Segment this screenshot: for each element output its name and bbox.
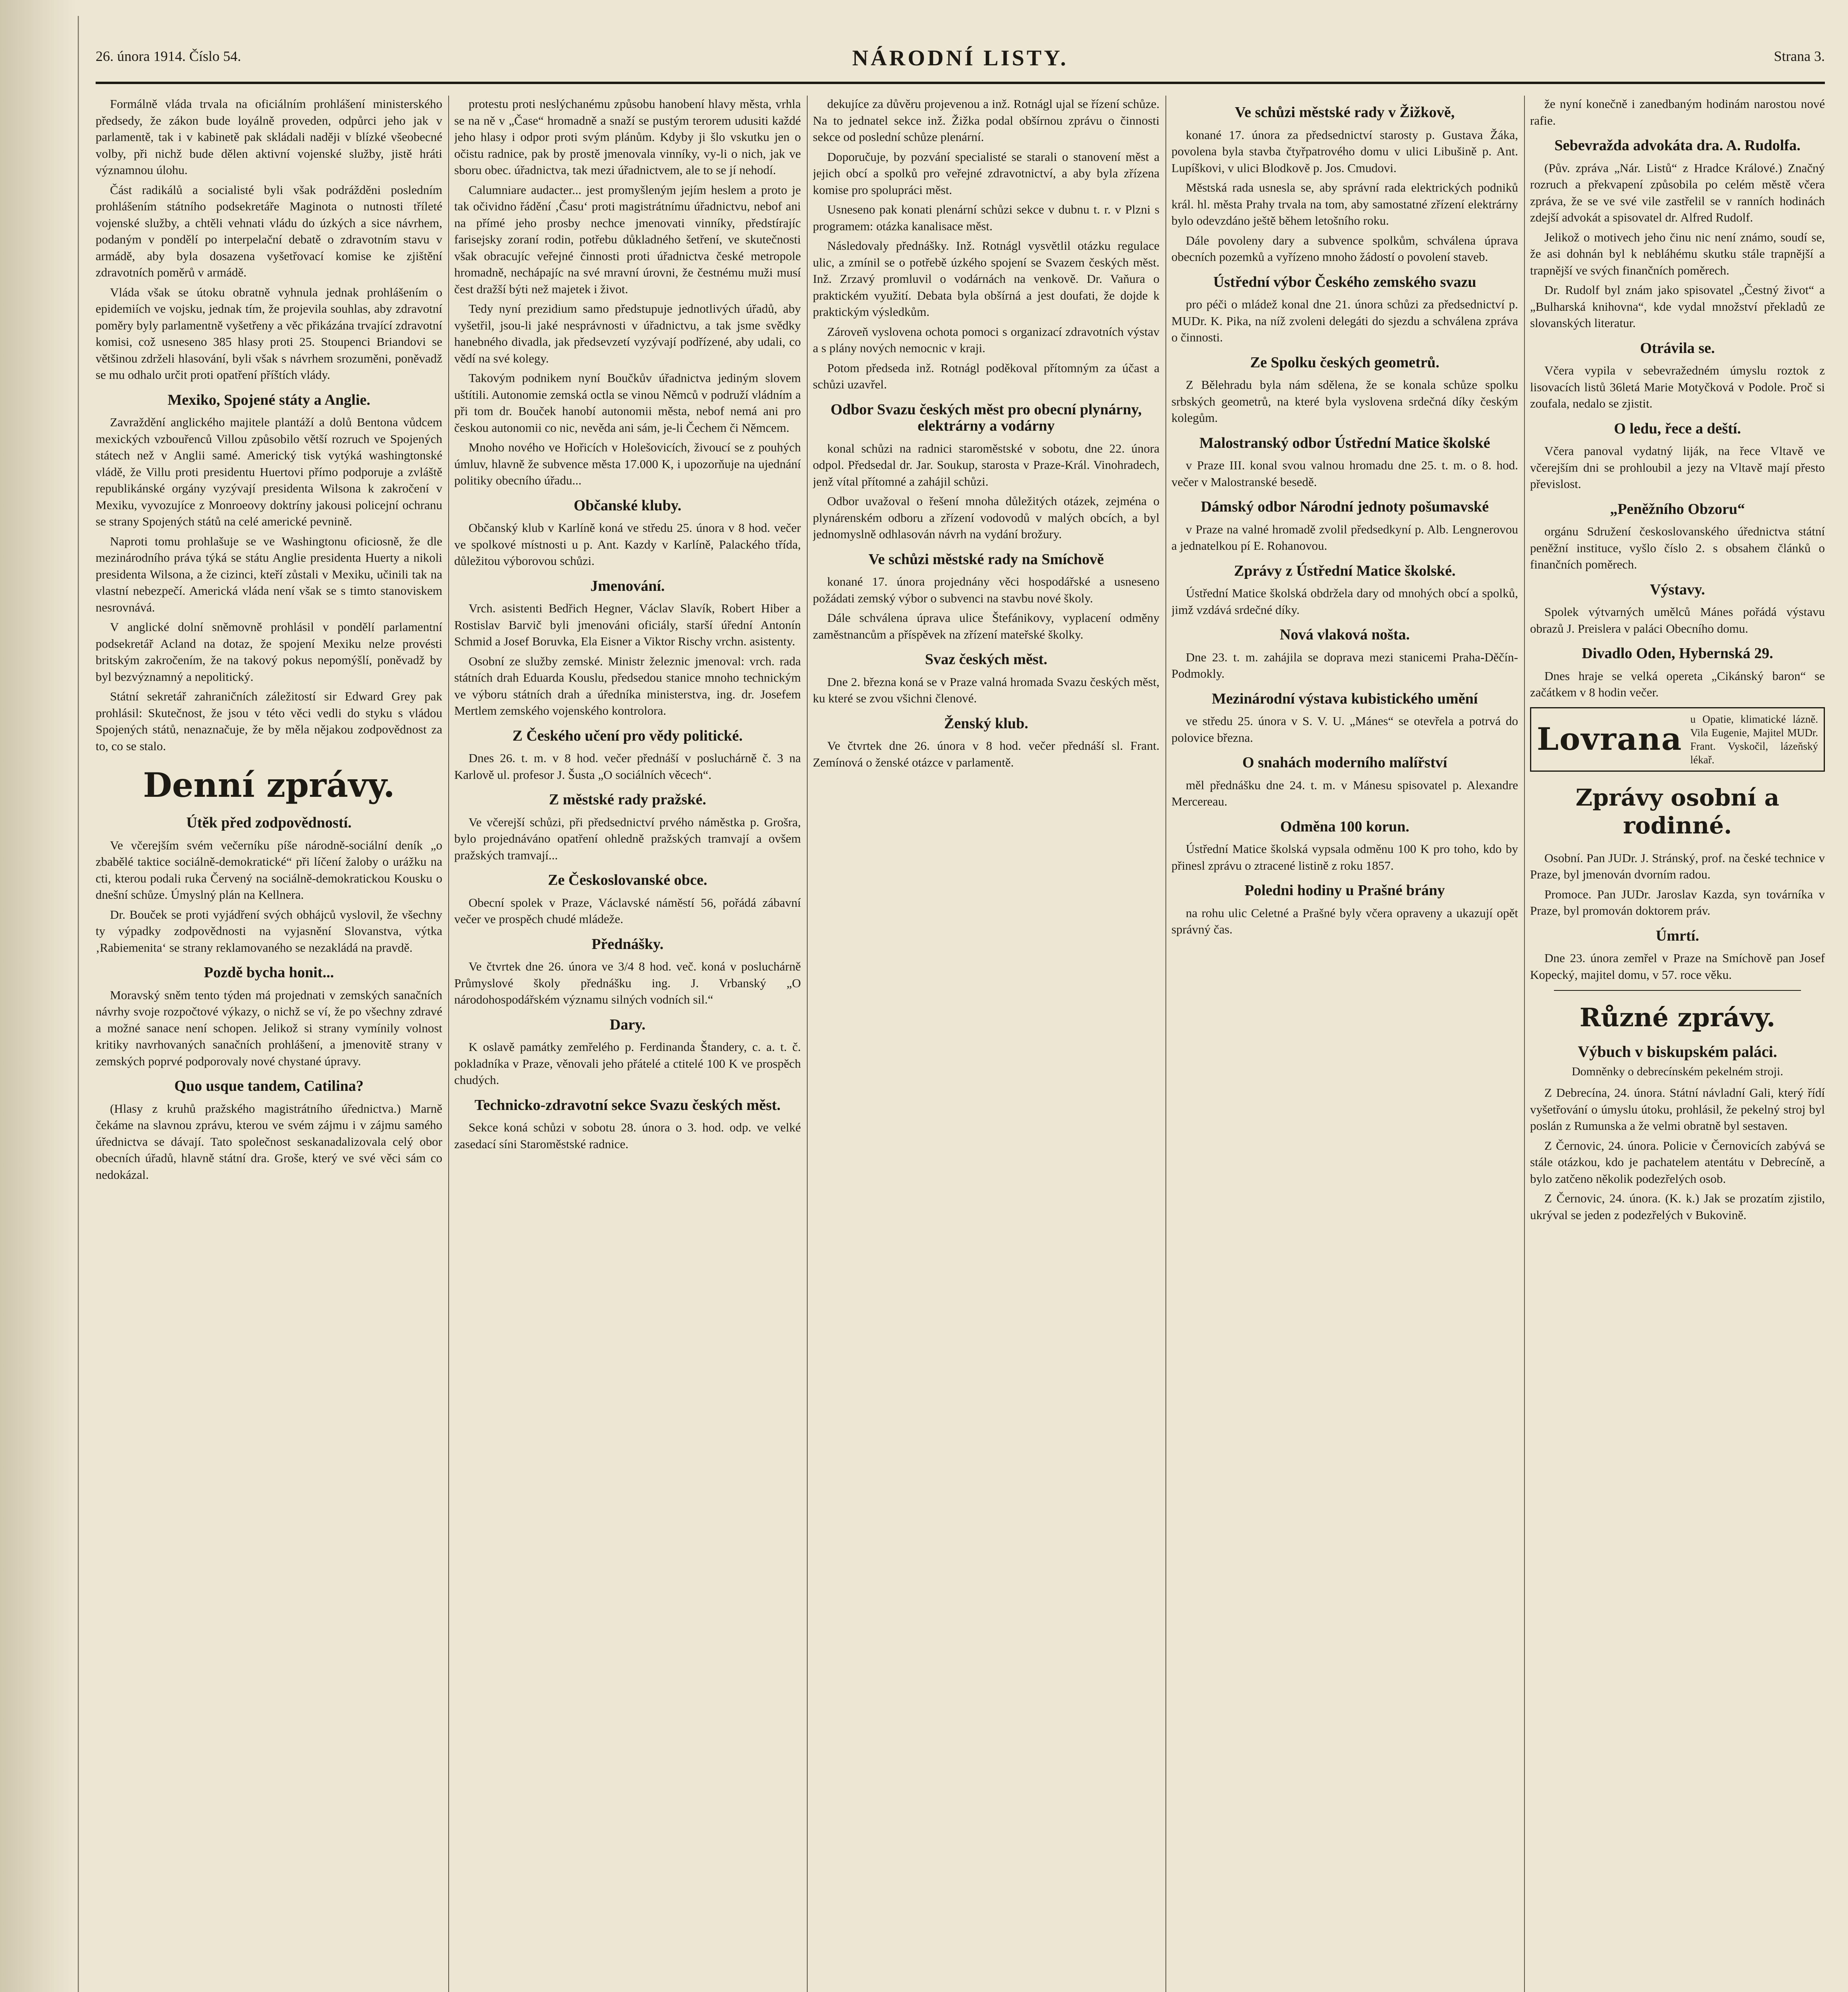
section-heading: O snahách moderního malířství <box>1242 754 1448 771</box>
article-paragraph: Osobní. Pan JUDr. J. Stránský, prof. na české technice v Praze, byl jmenován dvorním radou. <box>1530 851 1825 881</box>
article-paragraph: Zároveň vyslovena ochota pomoci s organizací zdravotních výstav a s plány nových nemocnic v kraji. <box>813 324 1159 355</box>
article-paragraph: Formálně vláda trvala na oficiálním prohlášení ministerského předsedy, že zákon bude loyálně proveden, odpůrci jeho jak v parlamentě, tak i v kabinetě pak skládali naději v blízké všeobecné volby, při nichž bude dělen aktivní vojenské služby, jistě hráti významnou úlohu. <box>96 97 442 177</box>
column-2 <box>454 96 801 1992</box>
article-paragraph: Zavraždění anglického majitele plantáží a dolů Bentona vůdcem mexických vzbouřenců Villou způsobilo větší rozruch ve Spojených státech než v Anglii samé. Americký tisk vytýká washingtonské vládě, že Villu proti presidentu Huertovi přímo podporuje a zvláště republikánské orgány vyzývají presidenta Wilsona k zakročení v Mexiku, vyvozujíce z Monroeovy doktríny jakousi policejní ochranu se strany Spojených států na celé americké pevnině. <box>96 415 442 528</box>
article-headline: Výbuch v biskupském paláci. <box>1577 1043 1777 1061</box>
article-paragraph: Vrch. asistenti Bedřich Hegner, Václav Slavík, Robert Hiber a Rostislav Barvič byli jmenováni oficiály, starší úřední Antonín Schmid a Josef Boruvka, Ela Eisner a Viktor Rischy vrchn. asistenty. <box>454 601 801 648</box>
section-heading: „Peněžního Obzoru“ <box>1610 500 1745 518</box>
article-paragraph: Dne 23. t. m. zahájila se doprava mezi stanicemi Praha-Děčín-Podmokly. <box>1171 650 1518 680</box>
article-paragraph: Z Černovic, 24. února. Policie v Černovicích zabývá se stále otázkou, kdo je pachatelem atentátu v Debrecíně, a bylo zatčeno několik podezřelých osob. <box>1530 1138 1825 1186</box>
article-paragraph: Doporučuje, by pozvání specialisté se starali o stanovení měst a jejich obcí a spolků pro veřejné zdravotnictví, a aby byla zřízena komise pro spolupráci měst. <box>813 149 1159 197</box>
column-3 <box>813 96 1159 1992</box>
column-5 <box>1530 96 1825 1992</box>
article-paragraph: Včera panoval vydatný liják, na řece Vltavě ve včerejším dni se prohloubil a jezy na Vltavě mají přesto převislost. <box>1530 444 1825 491</box>
article-paragraph: Calumniare audacter... jest promyšleným jejím heslem a proto je tak očividno řádění ‚Času‘ proti magistrátnímu úřadnictvu, nebof ani na přímé jeho prosby nechce jmenovati vinníky, předstírajíc farisejsky zoraní rodin, potřebu důkladného šetření, ve skutečnosti však obracujíc veřejné činnosti proti úřadnictva české metropole hromadně, nechápajíc na své mravní úrovni, že čestnému muži musí čest dražší býti než majetek i život. <box>454 182 801 296</box>
article-paragraph: Následovaly přednášky. Inž. Rotnágl vysvětlil otázku regulace ulic, a zmínil se o potřebě úzkého spojení se Svazem českých měst. Inž. Zrzavý promluvil o vodárnách na venkově. Dr. Vaňura o praktickém využití. Debata byla obšírná a jest doufati, že dojde k praktickým výsledkům. <box>813 239 1159 319</box>
masthead-title: NÁRODNÍ LISTY. <box>852 46 1069 71</box>
article-paragraph: Odbor uvažoval o řešení mnoha důležitých otázek, zejména o plynárenském odboru a zřízení vodovodů v malých obcích, a byl jednomyslně odhlasován návrh na vydání brožury. <box>813 494 1159 541</box>
article-paragraph: Jelikož o motivech jeho činu nic není známo, soudí se, že asi dohnán byl k nebláhému skutku stále trapnější a trapnější ve svých finančních poměrech. <box>1530 230 1825 277</box>
article-paragraph: Naproti tomu prohlašuje se ve Washingtonu oficiosně, že dle mezinárodního práva týká se státu Anglie presidenta Huerty a nikoli presidenta Wilsona, a že cizinci, kteří zůstali v Mexiku, učinili tak na vlastní nebezpečí. Americká vláda není však se s timto stanoviskem nesrovnává. <box>96 534 442 614</box>
article-paragraph: Promoce. Pan JUDr. Jaroslav Kazda, syn továrníka v Praze, byl promován doktorem práv. <box>1530 887 1825 918</box>
article-paragraph: Moravský sněm tento týden má projednati v zemských sanačních návrhy svoje rozpočtové výkazy, o nichž se ví, že po všechny zdravé a možné sanace není schopen. Jelikož si strany vymínily volnost kritiky navrhovaných sanačních prohlášení, a jmenovitě strany v zemských poprvé podporovaly nové chystané úpravy. <box>96 988 442 1068</box>
article-paragraph: Spolek výtvarných umělců Mánes pořádá výstavu obrazů J. Preislera v paláci Obecního domu. <box>1530 605 1825 635</box>
spine-edge <box>78 16 79 1992</box>
page-number: Strana 3. <box>1774 48 1825 64</box>
column-rule <box>1524 96 1525 1992</box>
column-rule <box>448 96 449 1992</box>
article-paragraph: Dnes hraje se velká opereta „Cikánský baron“ se začátkem v 8 hodin večer. <box>1530 669 1825 699</box>
article-paragraph: Takovým podnikem nyní Boučkův úřadnictva jediným slovem uštítili. Autonomie zemská octla se vinou Němců v podruží vládním a při tom dr. Bouček hanobí autonomii města, nebof nemá ani pro českou autonomii co nic, nevěda ani sám, je-li Čechem či Němcem. <box>454 371 801 435</box>
article-paragraph: Dr. Bouček se proti vyjádření svých obhájců vyslovil, že všechny ty výpadky zodpovědnosti na vyjasnění Slovanstva, výtka ‚Rabiemenita‘ se strany reklamovaného se nezakládá na pravdě. <box>96 907 442 955</box>
issue-date: 26. února 1914. Číslo 54. <box>96 48 241 64</box>
article-paragraph: dekujíce za důvěru projevenou a inž. Rotnágl ujal se řízení schůze. Na to jednatel sekce inž. Žižka podal obšírnou zprávu o činnosti sekce od poslední schůze plenární. <box>813 97 1159 144</box>
book-spine <box>0 0 76 1992</box>
article-paragraph: konané 17. února projednány věci hospodářské a usneseno požádati zemský výbor o subvenci na stavbu nové školy. <box>813 574 1159 605</box>
article-subheadline: Domněnky o debrecínském pekelném stroji. <box>1571 1065 1783 1078</box>
section-heading: Ženský klub. <box>944 715 1028 732</box>
section-heading: Mexiko, Spojené státy a Anglie. <box>167 391 371 408</box>
section-divider <box>1554 990 1801 991</box>
article-paragraph: Ve čtvrtek dne 26. února ve 3/4 8 hod. več. koná v posluchárně Průmyslové školy přednášku ing. J. Vrbanský „O národohospodářském významu silných vodních sil.“ <box>454 959 801 1006</box>
article-paragraph: Ústřední Matice školská obdržela dary od mnohých obcí a spolků, jimž vzdává srdečné díky. <box>1171 586 1518 617</box>
article-paragraph: (Hlasy z kruhů pražského magistrátního úřednictva.) Marně čekáme na slavnou zprávu, kterou ve svém zájmu i v zájmu samého úřednictva se dávají. Tato společnost seskanadalizovala celý obor obecních úřadů, hlavně státní dra. Groše, který ve své věci sám co nedokázal. <box>96 1101 442 1182</box>
section-heading: Malostranský odbor Ústřední Matice školské <box>1199 434 1490 451</box>
article-paragraph: Včera vypila v sebevražedném úmyslu roztok z lisovacích listů 36letá Marie Motyčková v Podole. Proč si zoufala, nedalo se zjistit. <box>1530 363 1825 410</box>
article-paragraph: Z Debrecína, 24. února. Státní návladní Gali, který řídí vyšetřování o úmyslu útoku, prohlásil, že pekelný stroj byl poslán z Rumunska a že velmi obratně byl sestaven. <box>1530 1086 1825 1133</box>
article-paragraph: (Pův. zpráva „Nár. Listů“ z Hradce Králové.) Značný rozruch a překvapení způsobila po celém městě včera zpráva, že se ve své vile zastřelil se v ranních hodinách zdejší advokát a spisovatel dr. Alfred Rudolf. <box>1530 161 1825 224</box>
article-paragraph: Část radikálů a socialisté byli však podrážděni posledním prohlášením státního podsekretáře Maginota o nutnosti tříleté vojenské služby, a chtěli vehnati vládu do úzkých a sice návrhem, podaným v pondělí po interpelační debatě o zdravotním stavu v armádě, aby byla dosazena vyšetřovací komise ke zjištění zdravotních poměrů v armádě. <box>96 182 442 279</box>
section-heading: Dary. <box>610 1016 645 1033</box>
article-paragraph: Obecní spolek v Praze, Václavské náměstí 56, pořádá zábavní večer ve prospěch chudé mládeže. <box>454 895 801 926</box>
column-rule <box>1165 96 1166 1992</box>
section-heading: Z Českého učení pro vědy politické. <box>512 727 743 744</box>
section-heading: Útěk před zodpovědností. <box>186 814 352 831</box>
article-paragraph: Usneseno pak konati plenární schůzi sekce v dubnu t. r. v Plzni s programem: otázka kanalisace měst. <box>813 202 1159 233</box>
section-heading: Odbor Svazu českých měst pro obecní plynárny, elektrárny a vodárny <box>830 401 1142 434</box>
section-heading: Ústřední výbor Českého zemského svazu <box>1213 273 1477 290</box>
article-paragraph: na rohu ulic Celetné a Prašné byly včera opraveny a ukazují opět správný čas. <box>1171 906 1518 936</box>
section-heading: Ve schůzi městské rady na Smíchově <box>868 551 1104 568</box>
article-paragraph: Ústřední Matice školská vypsala odměnu 100 K pro toho, kdo by přinesl zprávu o ztracené listině z roku 1857. <box>1171 842 1518 872</box>
section-heading: Poledni hodiny u Prašné brány <box>1244 882 1445 899</box>
article-paragraph: orgánu Sdružení českoslovanského úřednictva státní peněžní instituce, vyšlo číslo 2. s obsahem článků o finančních poměrech. <box>1530 524 1825 571</box>
article-paragraph: Dále povoleny dary a subvence spolkům, schválena úprava obecních pozemků a vyřízeno mnoho žádostí o povolení staveb. <box>1171 233 1518 264</box>
article-paragraph: Z Bělehradu byla nám sdělena, že se konala schůze spolku srbských geometrů, na které byla vyslovena srdečná díky českým kolegům. <box>1171 378 1518 425</box>
article-paragraph: v Praze na valné hromadě zvolil předsedkyní p. Alb. Lengnerovou a jednatelkou pí E. Rohanovou. <box>1171 522 1518 553</box>
article-paragraph: Vláda však se útoku obratně vyhnula jednak prohlášením o epidemiích ve vojsku, jednak tím, že projevila souhlas, aby zdravotní poměry byly parlamentně vyšetřeny a věc přikázána trvající zdravotní komisi, což usneseno 385 hlasy proti 25. Stoupenci Briandovi se většinou zdrželi hlasování, byli však s návrhem srozuměni, poněvadž se mu odhalo určit proti opatření příštích vlády. <box>96 285 442 382</box>
article-paragraph: Ve včerejším svém večerníku píše národně-sociální deník „o zbabělé taktice sociálně-demokratické“ při líčení žaloby o urážku na cti, kterou podali ruka Červený na sociálně-demokratickou Kousku o dnešní schůze. Úmyslný plán na Kellnera. <box>96 838 442 902</box>
article-paragraph: ve středu 25. února v S. V. U. „Mánes“ se otevřela a potrvá do polovice března. <box>1171 714 1518 745</box>
section-heading: Ve schůzi městské rady v Žižkově, <box>1235 104 1455 121</box>
section-heading: Svaz českých měst. <box>925 651 1048 668</box>
article-paragraph: v Praze III. konal svou valnou hromadu dne 25. t. m. o 8. hod. večer v Malostranské besedě. <box>1171 458 1518 489</box>
section-heading: Občanské kluby. <box>573 497 682 514</box>
advertisement-name: Lovrana <box>1537 721 1683 757</box>
section-heading: Sebevražda advokáta dra. A. Rudolfa. <box>1554 137 1801 154</box>
article-paragraph: že nyní konečně i zanedbaným hodinám narostou nové rafie. <box>1530 97 1825 127</box>
section-heading: Jmenování. <box>590 577 665 594</box>
article-paragraph: Tedy nyní prezidium samo předstupuje jednotlivých úřadů, aby vyšetřil, jsou-li jaké nesprávnosti v úřadnictvu, a tak jsme svědky hanebného divadla, jak předsevzetí vyzývají podřízené, aby udali, co vědí na své kolegy. <box>454 302 801 365</box>
section-heading: Odměna 100 korun. <box>1280 818 1410 835</box>
section-banner: Denní zprávy. <box>143 765 395 805</box>
section-heading: Divadlo Oden, Hybernská 29. <box>1581 645 1773 662</box>
section-heading: Zprávy z Ústřední Matice školské. <box>1234 562 1456 579</box>
article-paragraph: K oslavě památky zemřelého p. Ferdinanda Štandery, c. a. t. č. pokladníka v Praze, věnovali jeho přátelé a ctitelé 100 K ve prospěch chudých. <box>454 1040 801 1087</box>
section-heading: Přednášky. <box>591 935 664 953</box>
section-heading: Pozdě bycha honit... <box>204 964 334 981</box>
section-heading: Nová vlaková nošta. <box>1279 626 1410 643</box>
article-paragraph: konal schůzi na radnici staroměstské v sobotu, dne 22. února odpol. Předsedal dr. Jar. Soukup, starosta v Praze-Král. Vinohradech, jenž vítal přítomné a zahájil schůzi. <box>813 441 1159 488</box>
article-paragraph: Dne 23. února zemřel v Praze na Smíchově pan Josef Kopecký, majitel domu, v 57. roce věku. <box>1530 951 1825 982</box>
article-paragraph: Potom předseda inž. Rotnágl poděkoval přítomným za účast a schůzi uzavřel. <box>813 361 1159 391</box>
article-paragraph: Dále schválena úprava ulice Štefánikovy, vyplacení odměny zaměstnancům a příspěvek na zřízení mateřské školky. <box>813 611 1159 641</box>
article-paragraph: Dne 2. března koná se v Praze valná hromada Svazu českých měst, ku které se zvou všichni členové. <box>813 674 1159 705</box>
page-header <box>96 48 1825 80</box>
section-heading: Otrávila se. <box>1640 339 1715 357</box>
article-paragraph: protestu proti neslýchanému způsobu hanobení hlavy města, vrhla se na ně v „Čase“ hromadně a snaží se pustým terorem udusiti každé jeho hlasy i odpor proti svým plánům. Kdyby ji šlo vskutku jen o očistu radnice, pak by prostě jmenovala vinníky, vy-li o nich, jak ve sboru obec. úřadnictva, tak mezi úřadnictvem, ale to se jí nehodí. <box>454 97 801 177</box>
article-paragraph: Ve čtvrtek dne 26. února v 8 hod. večer přednáší sl. Frant. Zemínová o ženské otázce v parlamentě. <box>813 739 1159 769</box>
section-heading: O ledu, řece a deští. <box>1614 420 1741 437</box>
section-heading: Ze Spolku českých geometrů. <box>1250 354 1440 371</box>
advertisement-box <box>1530 707 1825 772</box>
article-paragraph: Dr. Rudolf byl znám jako spisovatel „Čestný život“ a „Bulharská knihovna“, kde vydal množství překladů ze slovanských literatur. <box>1530 283 1825 330</box>
article-paragraph: Sekce koná schůzi v sobotu 28. února o 3. hod. odp. ve velké zasedací síni Staroměstské radnice. <box>454 1120 801 1151</box>
article-paragraph: Státní sekretář zahraničních záležitostí sir Edward Grey pak prohlásil: Skutečnost, že jsou v této věci vedli do styku s vládou Spojených států, nenaznačuje, že by měla nějakou zodpovědnost za to, co se stalo. <box>96 689 442 753</box>
article-paragraph: Osobní ze služby zemské. Ministr železnic jmenoval: vrch. rada státních drah Eduarda Kouslu, předsedou stanice mnoho technickým ve výboru státních drah a úředníka ministerstva, ing. dr. Josefem Mertlem zemského vojenského kontrolora. <box>454 654 801 718</box>
section-heading: Ze Českoslovanské obce. <box>547 872 708 888</box>
header-rule <box>96 82 1825 84</box>
section-heading: Z městské rady pražské. <box>549 791 706 808</box>
section-heading: Quo usque tandem, Catilina? <box>174 1078 364 1094</box>
column-1 <box>96 96 442 1992</box>
article-paragraph: Dnes 26. t. m. v 8 hod. večer přednáší v posluchárně č. 3 na Karlově ul. profesor J. Šusta „O sociálních věcech“. <box>454 751 801 782</box>
article-paragraph: Ve včerejší schůzi, při předsednictví prvého náměstka p. Grošra, bylo projednáváno opatření ohledně pražských tramvají a ovšem pražských tramvají... <box>454 815 801 862</box>
advertisement-text: u Opatie, klimatické lázně. Vila Eugenie, Majitel MUDr. Frant. Vyskočil, lázeňský lékař. <box>1690 713 1818 766</box>
article-paragraph: měl přednášku dne 24. t. m. v Mánesu spisovatel p. Alexandre Mercereau. <box>1171 778 1518 808</box>
section-heading: Úmrtí. <box>1656 927 1699 944</box>
column-4 <box>1171 96 1518 1992</box>
article-paragraph: Mnoho nového ve Hořicích v Holešovicích, živoucí se z pouhých úmluv, hlavně že subvence města 17.000 K, i upozorňuje na ujednání politiky obecního úřadu... <box>454 440 801 487</box>
article-paragraph: Občanský klub v Karlíně koná ve středu 25. února v 8 hod. večer ve spolkové místnosti u p. Ant. Kazdy v Karlíně, Palackého třída, důležitou výborovou schůzi. <box>454 521 801 568</box>
article-paragraph: konané 17. února za předsednictví starosty p. Gustava Žáka, povolena byla stavba čtyřpatrového domu v ulici Libušině p. Ant. Lupíškovi, v ulici Blodkově p. Jos. Cmudovi. <box>1171 127 1518 175</box>
section-banner: Různé zprávy. <box>1579 1003 1775 1033</box>
column-rule <box>807 96 808 1992</box>
section-heading: Mezinárodní výstava kubistického umění <box>1212 690 1478 707</box>
article-paragraph: pro péči o mládež konal dne 21. února schůzi za předsednictví p. MUDr. K. Pika, na níž zvoleni delegáti do sjezdu a schválena zpráva o činnosti. <box>1171 297 1518 344</box>
article-paragraph: Městská rada usnesla se, aby správní rada elektrických podniků král. hl. města Prahy trvala na tom, aby samostatné zřízení elektrárny bylo odevzdáno ještě během letošního roku. <box>1171 180 1518 227</box>
section-heading: Dámský odbor Národní jednoty pošumavské <box>1201 498 1489 515</box>
section-banner: Zprávy osobní a rodinné. <box>1575 784 1779 839</box>
section-heading: Výstavy. <box>1650 581 1705 598</box>
article-paragraph: Z Černovic, 24. února. (K. k.) Jak se prozatím zjistilo, ukrýval se jeden z podezřelých v Bukovině. <box>1530 1191 1825 1222</box>
section-heading: Technicko-zdravotní sekce Svazu českých měst. <box>474 1096 781 1114</box>
article-paragraph: V anglické dolní sněmovně prohlásil v pondělí parlamentní podsekretář Acland na dotaz, že spojení Mexiku nelze provésti britským zakročením, že na takový pokus nepomýšlí, poněvadž by byl bezvýznamný a nepolitický. <box>96 620 442 684</box>
